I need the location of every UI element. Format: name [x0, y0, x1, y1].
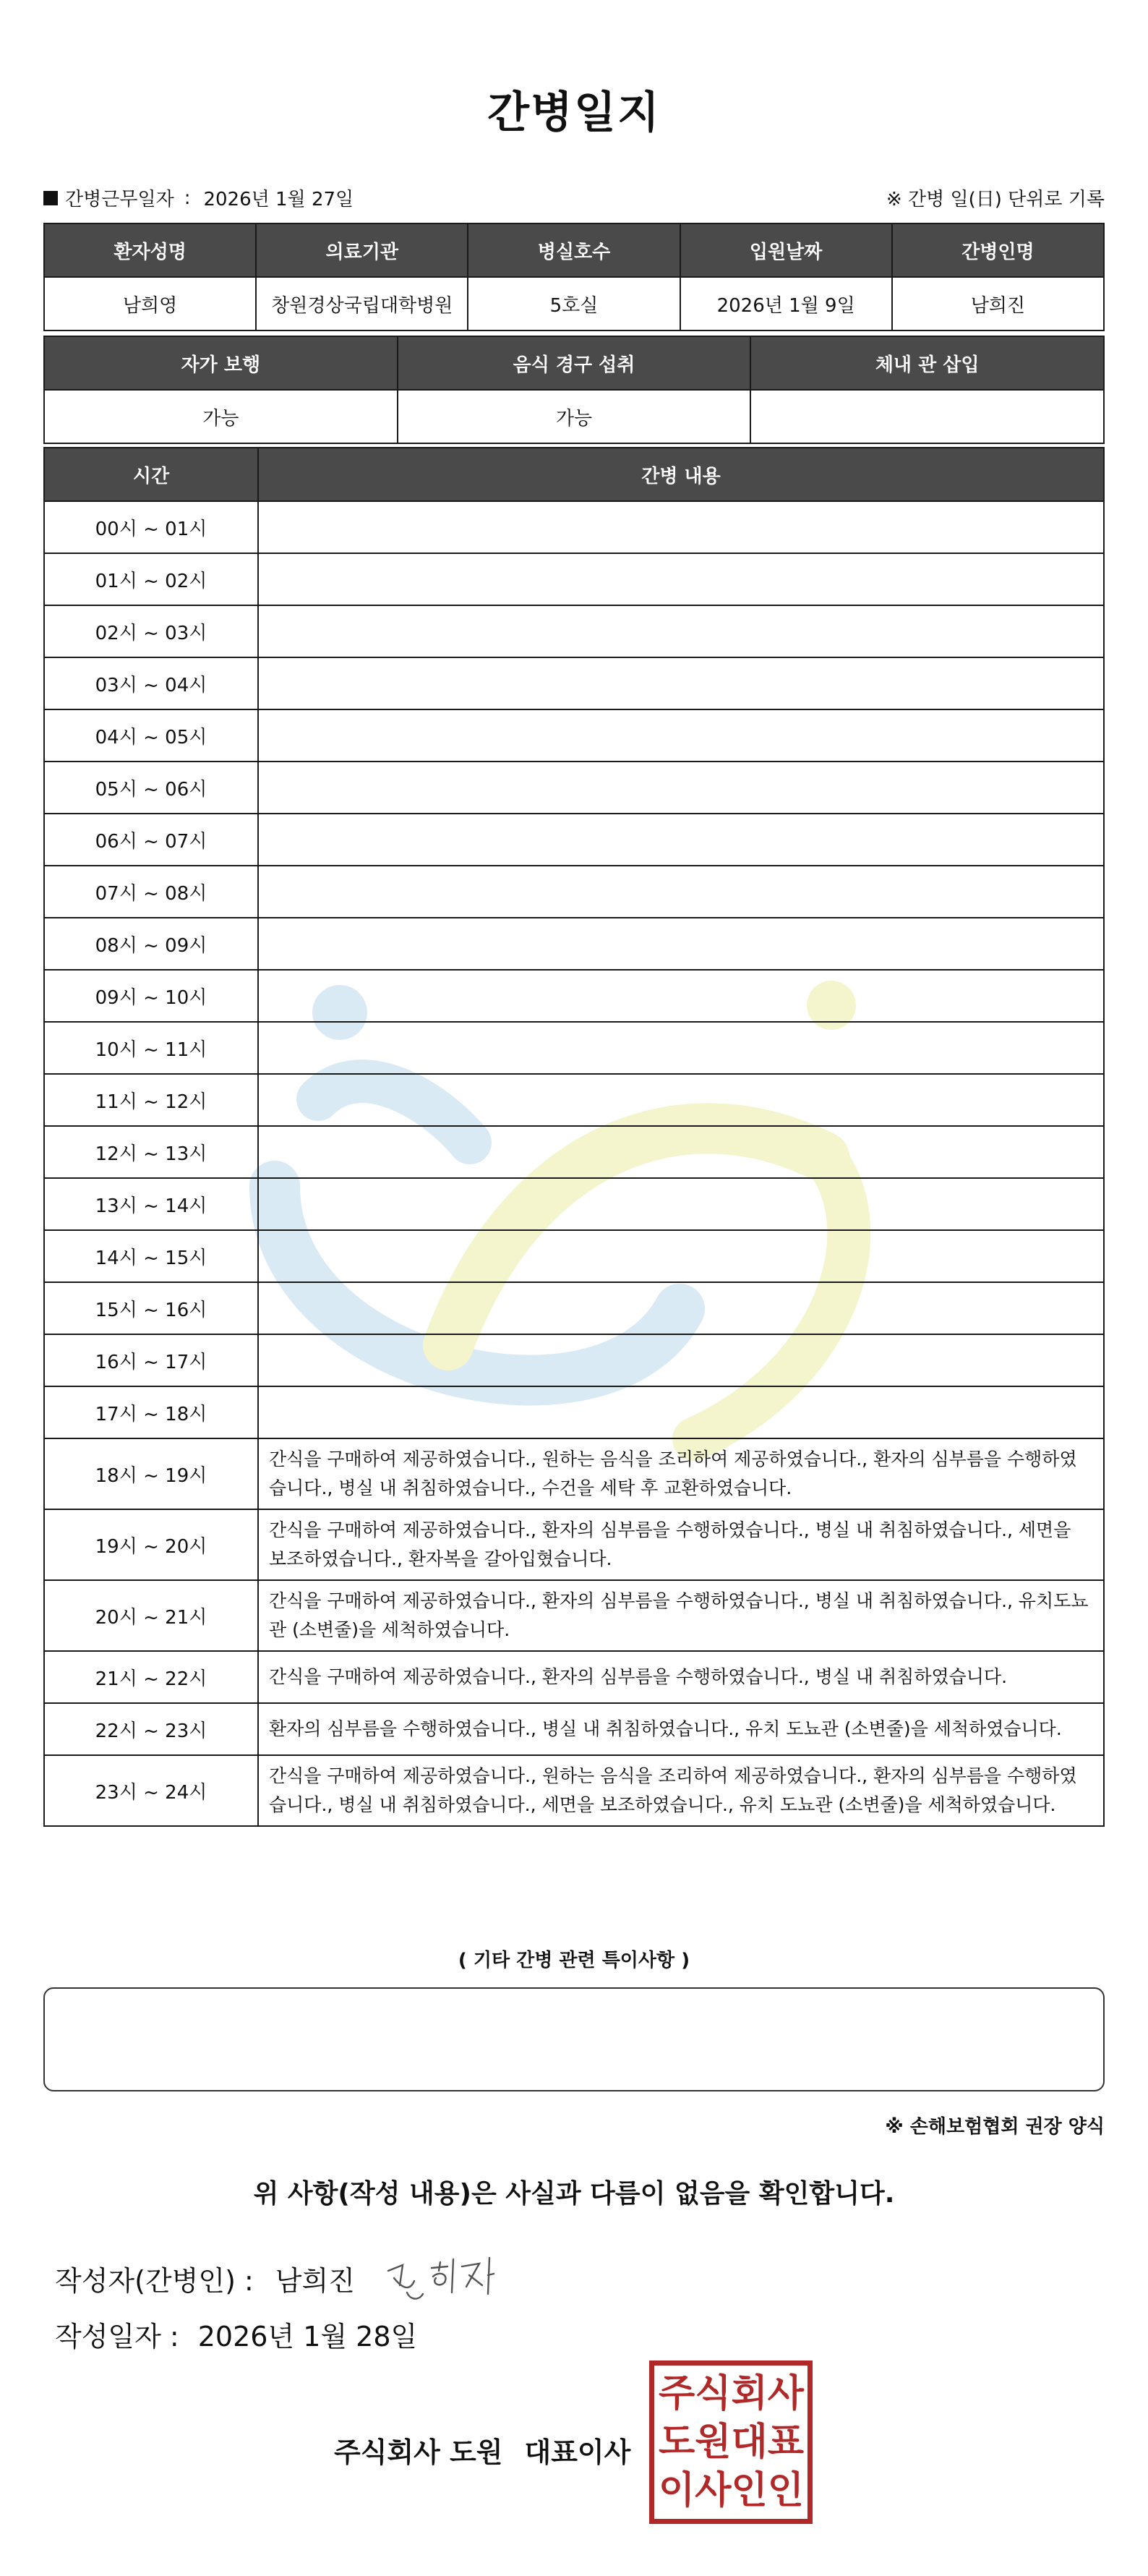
care-content-cell: 간식을 구매하여 제공하였습니다., 원하는 음식을 조리하여 제공하였습니다., 환자의 심부름을 수행하였습니다., 병실 내 취침하였습니다., 세면을 보조하였습니다., 유치 도뇨관 (소변줄)을 세척하였습니다. — [258, 1755, 1104, 1826]
handwritten-signature-icon — [381, 2249, 511, 2307]
company-name: 주식회사 도원 — [334, 2436, 503, 2468]
care-content-cell — [258, 709, 1104, 762]
care-content-cell — [258, 1230, 1104, 1282]
header-hospital: 의료기관 — [256, 223, 468, 277]
table-row — [44, 605, 1104, 657]
table-row — [44, 1334, 1104, 1386]
log-body — [44, 501, 1104, 1826]
table-row — [44, 1074, 1104, 1126]
seal-character: 회 — [731, 2372, 768, 2416]
care-content-cell: 간식을 구매하여 제공하였습니다., 환자의 심부름을 수행하였습니다., 병실 내 취침하였습니다., 유치도뇨관 (소변줄)을 세척하였습니다. — [258, 1580, 1104, 1651]
care-content-cell — [258, 866, 1104, 918]
room-number: 5호실 — [468, 277, 680, 330]
header-caregiver-name: 간병인명 — [892, 223, 1104, 277]
care-content-cell — [258, 1126, 1104, 1178]
time-slot: 07시 ~ 08시 — [44, 866, 258, 918]
tube-insertion-status — [750, 390, 1104, 443]
etc-title: ( 기타 간병 관련 특이사항 ) — [458, 1950, 690, 1971]
table-row — [44, 866, 1104, 918]
table-row — [44, 709, 1104, 762]
association-note: ※ 손해보험협회 권장 양식 — [885, 2116, 1105, 2138]
time-slot: 02시 ~ 03시 — [44, 605, 258, 657]
admission-date: 2026년 1월 9일 — [680, 277, 892, 330]
time-slot: 05시 ~ 06시 — [44, 762, 258, 814]
care-content-cell — [258, 1178, 1104, 1230]
table-row — [44, 501, 1104, 553]
table-row — [44, 657, 1104, 709]
seal-character: 대 — [731, 2420, 768, 2464]
time-slot: 21시 ~ 22시 — [44, 1651, 258, 1703]
header-time: 시간 — [44, 448, 258, 501]
header-oral-intake: 음식 경구 섭취 — [398, 336, 751, 390]
time-slot: 23시 ~ 24시 — [44, 1755, 258, 1826]
work-date-value: 2026년 1월 27일 — [203, 189, 354, 210]
hourly-care-log-table — [43, 447, 1105, 1827]
header-patient-name: 환자성명 — [44, 223, 256, 277]
table-row — [44, 1022, 1104, 1074]
table-row — [44, 1509, 1104, 1580]
time-slot: 17시 ~ 18시 — [44, 1386, 258, 1438]
seal-character: 사 — [695, 2468, 732, 2512]
care-content-cell: 간식을 구매하여 제공하였습니다., 환자의 심부름을 수행하였습니다., 병실 내 취침하였습니다. — [258, 1651, 1104, 1703]
patient-status-table — [43, 336, 1105, 444]
table-row — [44, 1580, 1104, 1651]
care-content-cell — [258, 1022, 1104, 1074]
care-content-cell — [258, 553, 1104, 605]
care-content-cell: 간식을 구매하여 제공하였습니다., 원하는 음식을 조리하여 제공하였습니다., 환자의 심부름을 수행하였습니다., 병실 내 취침하였습니다., 수건을 세탁 후 교환하였습니다. — [258, 1438, 1104, 1509]
time-slot: 13시 ~ 14시 — [44, 1178, 258, 1230]
table-row — [44, 1230, 1104, 1282]
work-date-label: 간병근무일자 — [65, 189, 174, 210]
care-content-cell — [258, 1282, 1104, 1334]
header-walking: 자가 보행 — [44, 336, 398, 390]
square-bullet-icon — [43, 191, 58, 205]
care-content-cell — [258, 1074, 1104, 1126]
header-admission-date: 입원날짜 — [680, 223, 892, 277]
seal-character: 사 — [767, 2372, 804, 2416]
time-slot: 19시 ~ 20시 — [44, 1509, 258, 1580]
writer-label: 작성자(간병인) : — [55, 2264, 254, 2297]
time-slot: 06시 ~ 07시 — [44, 814, 258, 866]
confirmation-text: 위 사항(작성 내용)은 사실과 다름이 없음을 확인합니다. — [253, 2179, 895, 2209]
time-slot: 10시 ~ 11시 — [44, 1022, 258, 1074]
time-slot: 03시 ~ 04시 — [44, 657, 258, 709]
time-slot: 16시 ~ 17시 — [44, 1334, 258, 1386]
table-row — [44, 1386, 1104, 1438]
write-date-value: 2026년 1월 28일 — [197, 2321, 418, 2353]
table-row — [44, 814, 1104, 866]
oral-intake-status: 가능 — [398, 390, 751, 443]
care-content-cell — [258, 762, 1104, 814]
write-date-label: 작성일자 : — [55, 2321, 179, 2353]
seal-character: 원 — [695, 2420, 732, 2464]
walking-status: 가능 — [44, 390, 398, 443]
care-content-cell — [258, 1334, 1104, 1386]
time-slot: 14시 ~ 15시 — [44, 1230, 258, 1282]
table-row — [44, 1178, 1104, 1230]
care-content-cell — [258, 657, 1104, 709]
table-row — [44, 1651, 1104, 1703]
care-content-cell — [258, 918, 1104, 970]
care-content-cell — [258, 1386, 1104, 1438]
time-slot: 12시 ~ 13시 — [44, 1126, 258, 1178]
time-slot: 01시 ~ 02시 — [44, 553, 258, 605]
company-seal-stamp-icon — [649, 2360, 813, 2524]
care-content-cell: 환자의 심부름을 수행하였습니다., 병실 내 취침하였습니다., 유치 도뇨관 (소변줄)을 세척하였습니다. — [258, 1703, 1104, 1755]
care-content-cell — [258, 814, 1104, 866]
seal-character: 표 — [767, 2420, 804, 2464]
table-row — [44, 918, 1104, 970]
seal-character: 도 — [659, 2420, 695, 2464]
time-slot: 15시 ~ 16시 — [44, 1282, 258, 1334]
table-row — [44, 553, 1104, 605]
writer-line — [55, 2249, 511, 2307]
care-content-cell — [258, 501, 1104, 553]
table-row — [44, 1755, 1104, 1826]
header-tube-insertion: 체내 관 삽입 — [750, 336, 1104, 390]
patient-name: 남희영 — [44, 277, 256, 330]
seal-character: 주 — [659, 2372, 695, 2416]
header-room: 병실호수 — [468, 223, 680, 277]
time-slot: 08시 ~ 09시 — [44, 918, 258, 970]
table-row — [44, 1703, 1104, 1755]
hospital: 창원경상국립대학병원 — [256, 277, 468, 330]
time-slot: 04시 ~ 05시 — [44, 709, 258, 762]
table-row — [44, 970, 1104, 1022]
company-line — [334, 2430, 630, 2470]
time-slot: 11시 ~ 12시 — [44, 1074, 258, 1126]
care-content-cell: 간식을 구매하여 제공하였습니다., 환자의 심부름을 수행하였습니다., 병실 내 취침하였습니다., 세면을 보조하였습니다., 환자복을 갈아입혔습니다. — [258, 1509, 1104, 1580]
table-row — [44, 1282, 1104, 1334]
company-title: 대표이사 — [524, 2436, 631, 2468]
unit-note: ※ 간병 일(日) 단위로 기록 — [886, 189, 1105, 210]
caregiver-name: 남희진 — [892, 277, 1104, 330]
seal-character: 이 — [659, 2468, 695, 2512]
time-slot: 00시 ~ 01시 — [44, 501, 258, 553]
time-slot: 18시 ~ 19시 — [44, 1438, 258, 1509]
seal-character: 식 — [695, 2372, 732, 2416]
care-content-cell — [258, 605, 1104, 657]
header-care-content: 간병 내용 — [258, 448, 1104, 501]
time-slot: 20시 ~ 21시 — [44, 1580, 258, 1651]
write-date-line — [55, 2314, 417, 2354]
writer-name: 남희진 — [275, 2264, 355, 2297]
patient-info-table — [43, 223, 1105, 331]
time-slot: 09시 ~ 10시 — [44, 970, 258, 1022]
page-title: 간병일지 — [487, 88, 661, 138]
seal-character: 인 — [731, 2468, 768, 2512]
work-date-line — [43, 184, 354, 211]
seal-character: 인 — [767, 2468, 804, 2512]
table-row — [44, 1126, 1104, 1178]
work-date-colon: : — [184, 187, 191, 209]
table-row — [44, 1438, 1104, 1509]
care-content-cell — [258, 970, 1104, 1022]
table-row — [44, 762, 1104, 814]
time-slot: 22시 ~ 23시 — [44, 1703, 258, 1755]
etc-notes-box — [43, 1987, 1105, 2091]
